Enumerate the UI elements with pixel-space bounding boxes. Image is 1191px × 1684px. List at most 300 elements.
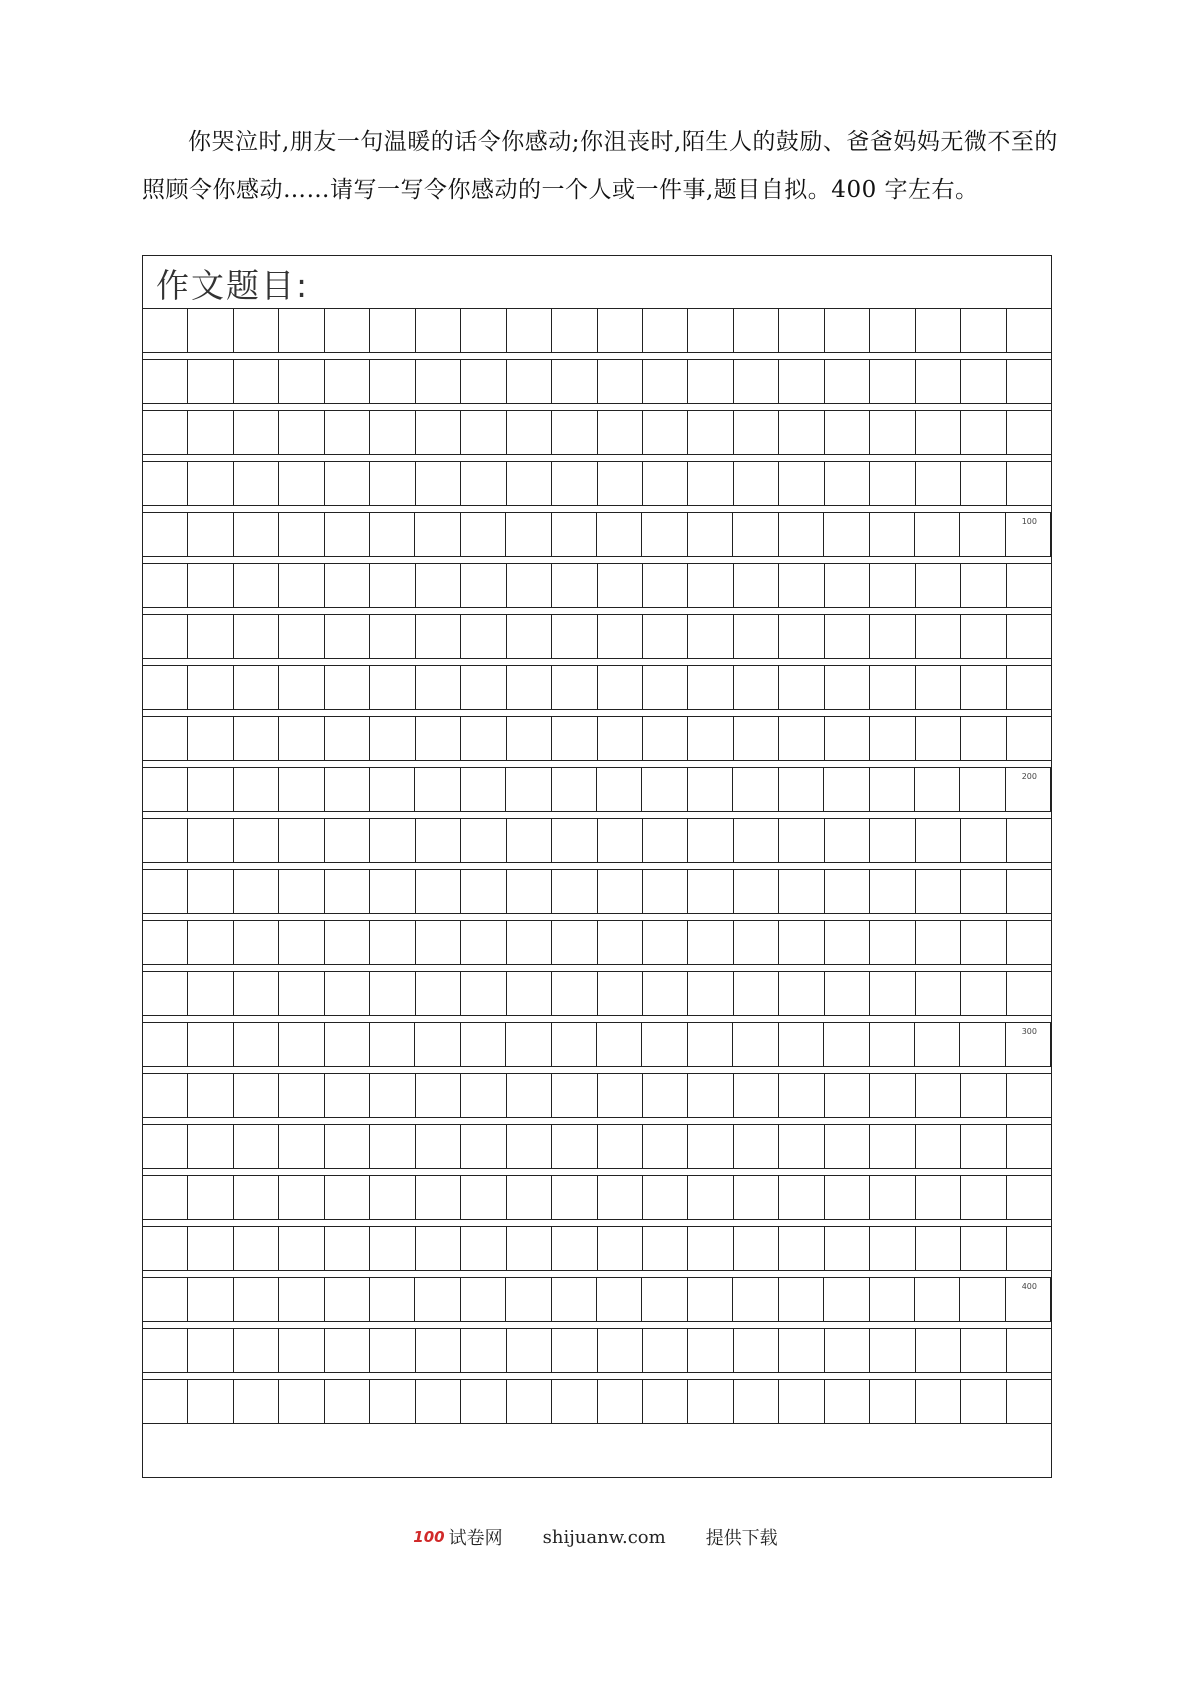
grid-cell[interactable] bbox=[779, 615, 824, 658]
grid-cell[interactable] bbox=[870, 309, 915, 352]
grid-cell[interactable] bbox=[552, 768, 597, 811]
grid-cell[interactable] bbox=[688, 1125, 733, 1168]
grid-cell[interactable] bbox=[188, 564, 233, 607]
grid-cell[interactable] bbox=[779, 1176, 824, 1219]
grid-cell[interactable] bbox=[325, 1380, 370, 1423]
footer-url[interactable]: shijuanw.com bbox=[542, 1526, 666, 1548]
grid-cell[interactable] bbox=[416, 564, 461, 607]
grid-cell[interactable] bbox=[961, 1380, 1006, 1423]
grid-cell[interactable] bbox=[870, 1125, 915, 1168]
grid-cell[interactable] bbox=[1007, 462, 1051, 505]
grid-cell[interactable] bbox=[825, 1329, 870, 1372]
grid-cell[interactable] bbox=[279, 1227, 324, 1270]
grid-cell[interactable] bbox=[143, 972, 188, 1015]
grid-cell[interactable] bbox=[506, 768, 551, 811]
grid-cell[interactable] bbox=[870, 1227, 915, 1270]
grid-cell[interactable] bbox=[598, 1380, 643, 1423]
grid-cell[interactable] bbox=[961, 666, 1006, 709]
grid-cell[interactable] bbox=[188, 870, 233, 913]
grid-cell[interactable] bbox=[325, 717, 370, 760]
grid-cell[interactable] bbox=[870, 1074, 915, 1117]
grid-cell[interactable] bbox=[960, 513, 1005, 556]
grid-cell[interactable] bbox=[234, 360, 279, 403]
grid-cell[interactable] bbox=[234, 615, 279, 658]
grid-cell[interactable] bbox=[734, 921, 779, 964]
grid-cell[interactable] bbox=[598, 921, 643, 964]
grid-cell[interactable] bbox=[461, 819, 506, 862]
grid-cell[interactable] bbox=[370, 615, 415, 658]
grid-cell[interactable] bbox=[961, 717, 1006, 760]
grid-cell[interactable] bbox=[870, 615, 915, 658]
grid-cell[interactable] bbox=[870, 1023, 915, 1066]
grid-cell[interactable] bbox=[188, 972, 233, 1015]
grid-cell[interactable] bbox=[234, 513, 279, 556]
grid-cell[interactable] bbox=[370, 768, 415, 811]
grid-cell[interactable] bbox=[734, 1329, 779, 1372]
grid-cell[interactable] bbox=[234, 768, 279, 811]
grid-cell[interactable] bbox=[143, 1023, 188, 1066]
grid-cell[interactable] bbox=[734, 870, 779, 913]
grid-cell[interactable] bbox=[143, 462, 188, 505]
grid-cell[interactable] bbox=[552, 666, 597, 709]
grid-cell[interactable] bbox=[188, 1023, 233, 1066]
grid-cell[interactable] bbox=[916, 921, 961, 964]
grid-cell[interactable] bbox=[643, 972, 688, 1015]
grid-cell[interactable] bbox=[688, 309, 733, 352]
grid-cell[interactable] bbox=[234, 564, 279, 607]
grid-cell[interactable] bbox=[143, 1074, 188, 1117]
grid-cell[interactable] bbox=[279, 615, 324, 658]
grid-cell[interactable] bbox=[325, 1125, 370, 1168]
grid-cell[interactable] bbox=[234, 819, 279, 862]
grid-cell[interactable] bbox=[642, 1023, 687, 1066]
grid-cell[interactable] bbox=[461, 1329, 506, 1372]
grid-cell[interactable] bbox=[416, 411, 461, 454]
grid-cell[interactable] bbox=[325, 1227, 370, 1270]
grid-cell[interactable] bbox=[733, 1023, 778, 1066]
grid-cell[interactable] bbox=[143, 819, 188, 862]
grid-cell[interactable] bbox=[461, 717, 506, 760]
grid-cell[interactable] bbox=[642, 513, 687, 556]
grid-cell[interactable] bbox=[733, 513, 778, 556]
grid-cell[interactable] bbox=[598, 615, 643, 658]
grid-cell[interactable] bbox=[143, 768, 188, 811]
grid-cell[interactable] bbox=[870, 411, 915, 454]
grid-cell[interactable] bbox=[188, 513, 233, 556]
grid-cell[interactable] bbox=[143, 615, 188, 658]
grid-cell[interactable] bbox=[507, 309, 552, 352]
grid-cell[interactable] bbox=[461, 1380, 506, 1423]
grid-cell[interactable] bbox=[416, 360, 461, 403]
grid-cell[interactable] bbox=[461, 768, 506, 811]
grid-cell[interactable] bbox=[279, 360, 324, 403]
grid-cell[interactable] bbox=[506, 1278, 551, 1321]
grid-cell[interactable] bbox=[825, 411, 870, 454]
grid-cell[interactable] bbox=[234, 921, 279, 964]
grid-cell[interactable] bbox=[325, 666, 370, 709]
grid-cell[interactable] bbox=[824, 1278, 869, 1321]
grid-cell[interactable] bbox=[825, 1380, 870, 1423]
grid-cell[interactable] bbox=[279, 1380, 324, 1423]
grid-cell[interactable] bbox=[779, 564, 824, 607]
grid-cell[interactable] bbox=[370, 1227, 415, 1270]
grid-cell[interactable] bbox=[552, 1125, 597, 1168]
grid-cell[interactable] bbox=[370, 513, 415, 556]
grid-cell[interactable] bbox=[143, 1125, 188, 1168]
grid-cell[interactable] bbox=[870, 1329, 915, 1372]
grid-cell[interactable] bbox=[643, 717, 688, 760]
grid-cell[interactable] bbox=[370, 1278, 415, 1321]
grid-cell[interactable] bbox=[415, 768, 460, 811]
grid-cell[interactable] bbox=[188, 1278, 233, 1321]
grid-cell[interactable] bbox=[870, 768, 915, 811]
grid-cell[interactable] bbox=[507, 411, 552, 454]
grid-cell[interactable] bbox=[961, 615, 1006, 658]
grid-cell[interactable] bbox=[916, 1125, 961, 1168]
grid-cell[interactable] bbox=[688, 1023, 733, 1066]
grid-cell[interactable] bbox=[643, 1074, 688, 1117]
grid-cell[interactable] bbox=[1007, 1074, 1051, 1117]
grid-cell[interactable] bbox=[870, 921, 915, 964]
grid-cell[interactable] bbox=[325, 564, 370, 607]
grid-cell[interactable] bbox=[643, 1329, 688, 1372]
grid-cell[interactable] bbox=[870, 666, 915, 709]
grid-cell[interactable] bbox=[961, 1074, 1006, 1117]
grid-cell[interactable] bbox=[188, 1125, 233, 1168]
grid-cell[interactable] bbox=[415, 513, 460, 556]
grid-cell[interactable] bbox=[779, 717, 824, 760]
grid-cell[interactable] bbox=[688, 717, 733, 760]
grid-cell[interactable] bbox=[416, 1074, 461, 1117]
grid-cell[interactable] bbox=[1007, 717, 1051, 760]
grid-cell[interactable] bbox=[416, 309, 461, 352]
grid-cell[interactable] bbox=[779, 1125, 824, 1168]
grid-cell[interactable] bbox=[188, 411, 233, 454]
grid-cell[interactable] bbox=[779, 1329, 824, 1372]
grid-cell[interactable] bbox=[597, 1023, 642, 1066]
grid-cell[interactable] bbox=[825, 1125, 870, 1168]
grid-cell[interactable] bbox=[143, 360, 188, 403]
grid-cell[interactable] bbox=[734, 1125, 779, 1168]
grid-cell[interactable] bbox=[1007, 1227, 1051, 1270]
grid-cell[interactable] bbox=[870, 717, 915, 760]
grid-cell[interactable] bbox=[234, 972, 279, 1015]
grid-cell[interactable] bbox=[734, 564, 779, 607]
grid-cell[interactable] bbox=[733, 1278, 778, 1321]
grid-cell[interactable] bbox=[552, 717, 597, 760]
grid-cell[interactable] bbox=[688, 768, 733, 811]
grid-cell[interactable] bbox=[598, 309, 643, 352]
grid-cell[interactable] bbox=[734, 1074, 779, 1117]
grid-cell[interactable] bbox=[234, 1329, 279, 1372]
grid-cell[interactable] bbox=[916, 1227, 961, 1270]
grid-cell[interactable] bbox=[234, 1380, 279, 1423]
grid-cell[interactable] bbox=[824, 768, 869, 811]
grid-cell[interactable] bbox=[688, 1227, 733, 1270]
grid-cell[interactable] bbox=[915, 1023, 960, 1066]
grid-cell[interactable] bbox=[461, 921, 506, 964]
grid-cell[interactable] bbox=[370, 309, 415, 352]
grid-cell[interactable] bbox=[188, 666, 233, 709]
grid-cell[interactable] bbox=[188, 1380, 233, 1423]
grid-cell[interactable] bbox=[688, 819, 733, 862]
grid-cell[interactable] bbox=[143, 717, 188, 760]
grid-cell[interactable] bbox=[188, 1227, 233, 1270]
grid-cell[interactable] bbox=[370, 717, 415, 760]
grid-cell[interactable] bbox=[779, 819, 824, 862]
grid-cell[interactable] bbox=[188, 768, 233, 811]
grid-cell[interactable] bbox=[143, 309, 188, 352]
grid-cell[interactable] bbox=[507, 1074, 552, 1117]
grid-cell[interactable] bbox=[825, 666, 870, 709]
grid-cell[interactable] bbox=[598, 1125, 643, 1168]
grid-cell[interactable] bbox=[643, 1380, 688, 1423]
grid-cell[interactable] bbox=[734, 819, 779, 862]
grid-cell[interactable] bbox=[188, 360, 233, 403]
grid-cell[interactable] bbox=[688, 1176, 733, 1219]
grid-cell[interactable] bbox=[234, 1125, 279, 1168]
grid-cell[interactable] bbox=[779, 1227, 824, 1270]
grid-cell[interactable] bbox=[642, 768, 687, 811]
grid-cell[interactable] bbox=[325, 819, 370, 862]
grid-cell[interactable] bbox=[325, 411, 370, 454]
grid-cell[interactable] bbox=[507, 1380, 552, 1423]
grid-cell[interactable] bbox=[688, 870, 733, 913]
grid-cell[interactable] bbox=[1007, 921, 1051, 964]
grid-cell[interactable] bbox=[552, 1278, 597, 1321]
grid-cell[interactable] bbox=[961, 564, 1006, 607]
grid-cell[interactable] bbox=[461, 411, 506, 454]
grid-cell[interactable] bbox=[415, 1023, 460, 1066]
grid-cell[interactable] bbox=[916, 1074, 961, 1117]
grid-cell[interactable] bbox=[279, 921, 324, 964]
grid-cell[interactable] bbox=[325, 1023, 370, 1066]
grid-cell[interactable] bbox=[688, 1380, 733, 1423]
grid-cell[interactable] bbox=[279, 309, 324, 352]
grid-cell[interactable] bbox=[279, 768, 324, 811]
grid-cell[interactable] bbox=[916, 1329, 961, 1372]
grid-cell[interactable] bbox=[1007, 1176, 1051, 1219]
grid-cell[interactable] bbox=[643, 870, 688, 913]
grid-cell[interactable] bbox=[461, 564, 506, 607]
grid-cell[interactable] bbox=[643, 615, 688, 658]
grid-cell[interactable] bbox=[325, 1278, 370, 1321]
grid-cell[interactable] bbox=[779, 972, 824, 1015]
grid-cell[interactable] bbox=[552, 921, 597, 964]
grid-cell[interactable] bbox=[779, 411, 824, 454]
grid-cell[interactable] bbox=[188, 1329, 233, 1372]
grid-cell[interactable] bbox=[598, 717, 643, 760]
grid-cell[interactable] bbox=[597, 1278, 642, 1321]
grid-cell[interactable] bbox=[1007, 972, 1051, 1015]
grid-cell[interactable] bbox=[916, 309, 961, 352]
grid-cell[interactable] bbox=[734, 615, 779, 658]
grid-cell[interactable] bbox=[416, 870, 461, 913]
grid-cell[interactable] bbox=[1007, 411, 1051, 454]
grid-cell[interactable] bbox=[825, 1176, 870, 1219]
grid-cell[interactable] bbox=[188, 921, 233, 964]
grid-cell[interactable] bbox=[779, 1023, 824, 1066]
grid-cell[interactable] bbox=[916, 360, 961, 403]
grid-cell[interactable] bbox=[507, 564, 552, 607]
grid-cell[interactable] bbox=[188, 717, 233, 760]
grid-cell[interactable] bbox=[825, 309, 870, 352]
grid-cell[interactable] bbox=[416, 921, 461, 964]
grid-cell[interactable] bbox=[734, 462, 779, 505]
grid-cell[interactable] bbox=[279, 1023, 324, 1066]
grid-cell[interactable] bbox=[961, 309, 1006, 352]
grid-cell[interactable] bbox=[416, 462, 461, 505]
grid-cell[interactable] bbox=[507, 717, 552, 760]
grid-cell[interactable] bbox=[825, 1227, 870, 1270]
grid-cell[interactable] bbox=[688, 564, 733, 607]
grid-cell[interactable] bbox=[961, 462, 1006, 505]
grid-cell[interactable] bbox=[688, 972, 733, 1015]
grid-cell[interactable] bbox=[688, 462, 733, 505]
grid-cell[interactable] bbox=[279, 1074, 324, 1117]
grid-cell[interactable] bbox=[188, 309, 233, 352]
grid-cell[interactable] bbox=[870, 1380, 915, 1423]
grid-cell[interactable] bbox=[598, 870, 643, 913]
grid-cell[interactable] bbox=[598, 411, 643, 454]
grid-cell[interactable] bbox=[370, 564, 415, 607]
grid-cell[interactable] bbox=[370, 666, 415, 709]
grid-cell[interactable] bbox=[325, 1176, 370, 1219]
grid-cell[interactable] bbox=[825, 972, 870, 1015]
grid-cell[interactable] bbox=[825, 615, 870, 658]
grid-cell[interactable] bbox=[643, 1176, 688, 1219]
grid-cell[interactable] bbox=[279, 666, 324, 709]
grid-cell[interactable] bbox=[461, 309, 506, 352]
grid-cell[interactable] bbox=[143, 1329, 188, 1372]
grid-cell[interactable] bbox=[779, 360, 824, 403]
grid-cell[interactable] bbox=[416, 666, 461, 709]
grid-cell[interactable] bbox=[688, 1329, 733, 1372]
grid-cell[interactable] bbox=[642, 1278, 687, 1321]
grid-cell[interactable] bbox=[688, 615, 733, 658]
grid-cell[interactable] bbox=[643, 411, 688, 454]
grid-cell[interactable] bbox=[143, 921, 188, 964]
grid-cell[interactable] bbox=[961, 1176, 1006, 1219]
grid-cell[interactable] bbox=[1007, 666, 1051, 709]
grid-cell[interactable] bbox=[688, 513, 733, 556]
grid-cell[interactable] bbox=[643, 666, 688, 709]
grid-cell[interactable] bbox=[688, 921, 733, 964]
grid-cell[interactable] bbox=[552, 1380, 597, 1423]
grid-cell[interactable] bbox=[325, 462, 370, 505]
grid-cell[interactable] bbox=[598, 1176, 643, 1219]
grid-cell[interactable] bbox=[597, 768, 642, 811]
grid-cell[interactable] bbox=[234, 1176, 279, 1219]
grid-cell[interactable] bbox=[961, 1329, 1006, 1372]
grid-cell[interactable] bbox=[870, 1278, 915, 1321]
grid-cell[interactable] bbox=[961, 870, 1006, 913]
grid-cell[interactable] bbox=[961, 1227, 1006, 1270]
grid-cell[interactable] bbox=[143, 666, 188, 709]
grid-cell[interactable] bbox=[325, 921, 370, 964]
grid-cell[interactable] bbox=[688, 1278, 733, 1321]
grid-cell[interactable] bbox=[325, 870, 370, 913]
grid-cell[interactable] bbox=[507, 462, 552, 505]
grid-cell[interactable] bbox=[507, 666, 552, 709]
grid-cell[interactable] bbox=[552, 360, 597, 403]
grid-cell[interactable] bbox=[598, 564, 643, 607]
grid-cell[interactable] bbox=[916, 870, 961, 913]
grid-cell[interactable] bbox=[143, 870, 188, 913]
grid-cell[interactable] bbox=[279, 513, 324, 556]
grid-cell[interactable] bbox=[370, 1329, 415, 1372]
grid-cell[interactable] bbox=[779, 666, 824, 709]
grid-cell[interactable] bbox=[870, 360, 915, 403]
grid-cell[interactable] bbox=[507, 360, 552, 403]
grid-cell[interactable] bbox=[279, 411, 324, 454]
grid-cell[interactable] bbox=[143, 1227, 188, 1270]
grid-cell[interactable] bbox=[415, 1278, 460, 1321]
grid-cell[interactable] bbox=[916, 411, 961, 454]
grid-cell[interactable] bbox=[598, 1074, 643, 1117]
grid-cell[interactable] bbox=[598, 972, 643, 1015]
grid-cell[interactable] bbox=[688, 360, 733, 403]
grid-cell[interactable] bbox=[234, 717, 279, 760]
grid-cell[interactable] bbox=[552, 1074, 597, 1117]
grid-cell[interactable] bbox=[961, 411, 1006, 454]
grid-cell[interactable] bbox=[552, 513, 597, 556]
grid-cell[interactable] bbox=[143, 1176, 188, 1219]
grid-cell[interactable] bbox=[279, 1329, 324, 1372]
grid-cell[interactable] bbox=[143, 1380, 188, 1423]
grid-cell[interactable] bbox=[734, 717, 779, 760]
grid-cell[interactable] bbox=[188, 615, 233, 658]
grid-cell[interactable] bbox=[370, 360, 415, 403]
grid-cell[interactable] bbox=[870, 972, 915, 1015]
grid-cell[interactable] bbox=[188, 819, 233, 862]
grid-cell[interactable] bbox=[506, 513, 551, 556]
grid-cell[interactable] bbox=[598, 360, 643, 403]
grid-cell[interactable] bbox=[416, 1227, 461, 1270]
grid-cell[interactable] bbox=[370, 462, 415, 505]
grid-cell[interactable] bbox=[552, 1176, 597, 1219]
grid-cell[interactable] bbox=[779, 768, 824, 811]
grid-cell[interactable] bbox=[416, 972, 461, 1015]
grid-cell[interactable] bbox=[461, 1278, 506, 1321]
grid-cell[interactable] bbox=[416, 1176, 461, 1219]
grid-cell[interactable] bbox=[552, 564, 597, 607]
grid-cell[interactable] bbox=[960, 1023, 1005, 1066]
grid-cell[interactable] bbox=[188, 1074, 233, 1117]
grid-cell[interactable] bbox=[143, 411, 188, 454]
grid-cell[interactable] bbox=[643, 819, 688, 862]
grid-cell[interactable] bbox=[870, 819, 915, 862]
grid-cell[interactable] bbox=[1007, 870, 1051, 913]
grid-cell[interactable] bbox=[824, 1023, 869, 1066]
grid-cell[interactable] bbox=[188, 462, 233, 505]
grid-cell[interactable] bbox=[234, 462, 279, 505]
grid-cell[interactable] bbox=[961, 819, 1006, 862]
grid-cell[interactable] bbox=[779, 870, 824, 913]
grid-cell[interactable] bbox=[1007, 1380, 1051, 1423]
grid-cell[interactable] bbox=[825, 462, 870, 505]
grid-cell[interactable] bbox=[416, 717, 461, 760]
grid-cell[interactable] bbox=[916, 462, 961, 505]
grid-cell[interactable] bbox=[461, 360, 506, 403]
grid-cell[interactable] bbox=[779, 513, 824, 556]
grid-cell[interactable] bbox=[325, 1074, 370, 1117]
grid-cell[interactable] bbox=[734, 309, 779, 352]
grid-cell[interactable] bbox=[552, 309, 597, 352]
grid-cell[interactable] bbox=[461, 972, 506, 1015]
grid-cell[interactable] bbox=[961, 1125, 1006, 1168]
grid-cell[interactable] bbox=[870, 564, 915, 607]
